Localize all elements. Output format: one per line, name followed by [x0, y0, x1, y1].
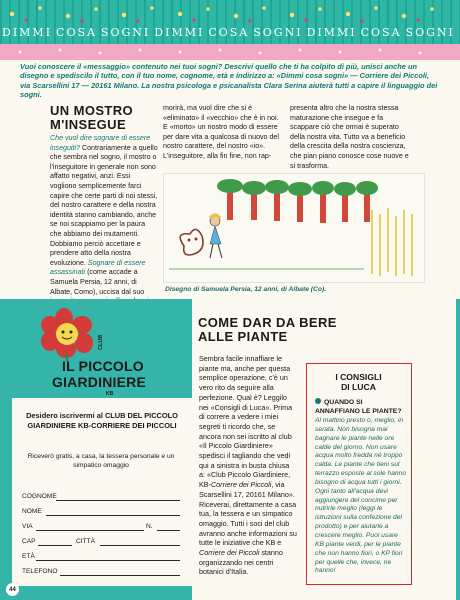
consigli-title-line: DI LUCA [341, 382, 376, 392]
intro-text: Vuoi conoscere il «messaggio» contenuto nei tuoi sogni? Descrivi quello che ti ha colpito di più, unisci anche un disegno e spediscilo il tutto, con il tuo nome, cognome, età e indirizzo a: «Dimmi cosa sogni» — Corriere dei Piccoli, via Scarsellini 17 — 20161 Milano. La nostra psicologa e psicanalista Clara Serina aiuterà tutti a capire il linguaggio dei sogni. [20, 62, 438, 100]
consigli-question-text: QUANDO SI ANNAFFIANO LE PIANTE? [315, 399, 402, 415]
article-title-piante [198, 316, 337, 344]
article-body: stanno organizzando nei centri botanici d'Italia. [199, 548, 283, 577]
page-number: 44 [6, 583, 19, 596]
article-body: , via Scarsellini 17, 20161 Milano». Riceverai, direttamente a casa tua, la tessera e un simpatico omaggio. Tutti i soci del club avranno anche informazioni su tutte le iniziative che KB e [199, 480, 297, 548]
label-cap: CAP [22, 538, 36, 545]
banner-word: SOGNI [100, 26, 151, 39]
banner-word: COSA [56, 26, 97, 39]
article-body-italic: Corriere dei Piccoli [199, 548, 260, 558]
article-title-mostro [50, 104, 133, 132]
article-title-line: ALLE PIANTE [198, 329, 288, 344]
label-numero: N. [146, 523, 153, 530]
article-body: Sembra facile innaffiare le piante ma, anche per questa semplice operazione, c'è un vero rito da seguire alla perfezione. Qual è? Leggilo nei «Consigli di Luca». Prima di correre a vedere i miei segreti ti ricordo che, se ancora non sei iscritto al club «Il Piccolo Giardiniere» spedisci il tagliando che vedi qui a sinistra in busta chiusa a: «Club Piccolo Giardiniere, KB- [199, 354, 293, 490]
input-nome[interactable] [46, 515, 180, 516]
club-title-line1: IL PICCOLO [62, 358, 144, 374]
banner-word: COSA [208, 26, 250, 39]
article-question: Che vuol dire sognare di essere inseguiti? [50, 134, 151, 152]
consigli-answer: Al mattino presto o, meglio, in serata. Non bisogna mai bagnare le piante nelle ore calde del giorno. Non usare acqua molto fredda né troppo calda. Le piante che tieni sul terrazzo esposte al sole hanno bisogno di acqua tutti i giorni. Ogni tanto all'acqua devi aggiungere del concime per nutrirle meglio (leggi le istruzioni sulla confezione del prodotto) e per aiutarle a crescere meglio. Puoi usare KB piante verdi, per le piante che non hanno fiori, o KP fiori per quelle che, invece, ne hanno! [315, 417, 407, 575]
article-body: Contrariamente a quello che sembra nel sogno, il mostro o l'inseguitore in generale non sono affatto negativi, anzi. Essi vogliono semplicemente farci capire che certe parti di noi stessi, del nostro carattere e della nostra identità stanno cambiando, anche se noi scappiamo per la paura che abbiamo dei mutamenti. Dobbiamo perciò accettare e prendere atto della nostra evoluzione. [50, 143, 158, 267]
input-citta[interactable] [100, 545, 180, 546]
plants-article-body [199, 354, 297, 577]
club-word: CLUB [98, 334, 104, 350]
label-telefono: TELEFONO [22, 568, 58, 575]
bullet-icon [315, 398, 321, 404]
label-nome: NOME [22, 508, 42, 515]
club-title-line2: GIARDINIERE [52, 374, 146, 390]
drawing-illustration [164, 174, 424, 282]
banner-word: DIMMI [154, 26, 205, 39]
consigli-box [306, 363, 412, 585]
banner-word: COSA [360, 26, 402, 39]
input-numero[interactable] [157, 530, 180, 531]
form-heading: Desidero iscrivermi al CLUB DEL PICCOLO GIARDINIERE KB-CORRIERE DEI PICCOLI [26, 411, 178, 430]
banner-title [0, 26, 460, 39]
article-question: Sognare di essere assassinati [50, 258, 146, 277]
banner-word: SOGNI [253, 26, 303, 39]
input-cognome[interactable] [56, 500, 180, 501]
banner-word: DIMMI [2, 26, 53, 39]
article-title-line: M'INSEGUE [50, 117, 127, 132]
consigli-title-line: I CONSIGLI [335, 372, 382, 382]
article-body: (come accade a Samuela Persia, 12 anni, di Albate, Como), uccisa dal suo [50, 268, 145, 296]
input-telefono[interactable] [60, 575, 180, 576]
consigli-title [307, 372, 410, 392]
label-cognome: COGNOME [22, 493, 57, 500]
article-column-2: morirà, ma vuol dire che si è «eliminato» il «vecchio» che è in noi. E «morto» un nostro modo di essere per dare vita a qualcosa di nuovo del nostro carattere, del nostro «io». L'inseguitore, alla fin fine, non rap- [163, 104, 279, 160]
kb-label: KB [106, 391, 114, 397]
article-column-1 [50, 134, 158, 296]
article-column-3: presenta altro che la nostra stessa maturazione che insegue e fa scappare ciò che ormai è superato della nostra vita. Tutto va a beneficio della crescita della nostra coscienza, che pian piano conosce cose nuove e si trasforma. [290, 104, 409, 170]
form-description: Riceverò gratis, a casa, la tessera personale e un simpatico omaggio [27, 453, 175, 469]
child-drawing [163, 173, 425, 283]
banner-word: SOGNI [405, 26, 455, 39]
banner [0, 0, 460, 60]
article-body-italic: Corriere dei Piccoli [210, 480, 272, 490]
label-eta: ETÀ [22, 553, 35, 560]
input-cap[interactable] [38, 545, 72, 546]
input-via[interactable] [36, 530, 144, 531]
label-citta: CITTÀ [76, 538, 96, 545]
label-via: VIA [22, 523, 33, 530]
consigli-question [315, 398, 407, 416]
article-title-line: UN MOSTRO [50, 103, 134, 118]
article-title-line: COME DAR DA BERE [198, 315, 337, 330]
banner-word: DIMMI [306, 26, 357, 39]
drawing-caption: Disegno di Samuela Persia, 12 anni, di Albate (Co). [165, 286, 327, 293]
input-eta[interactable] [36, 560, 180, 561]
